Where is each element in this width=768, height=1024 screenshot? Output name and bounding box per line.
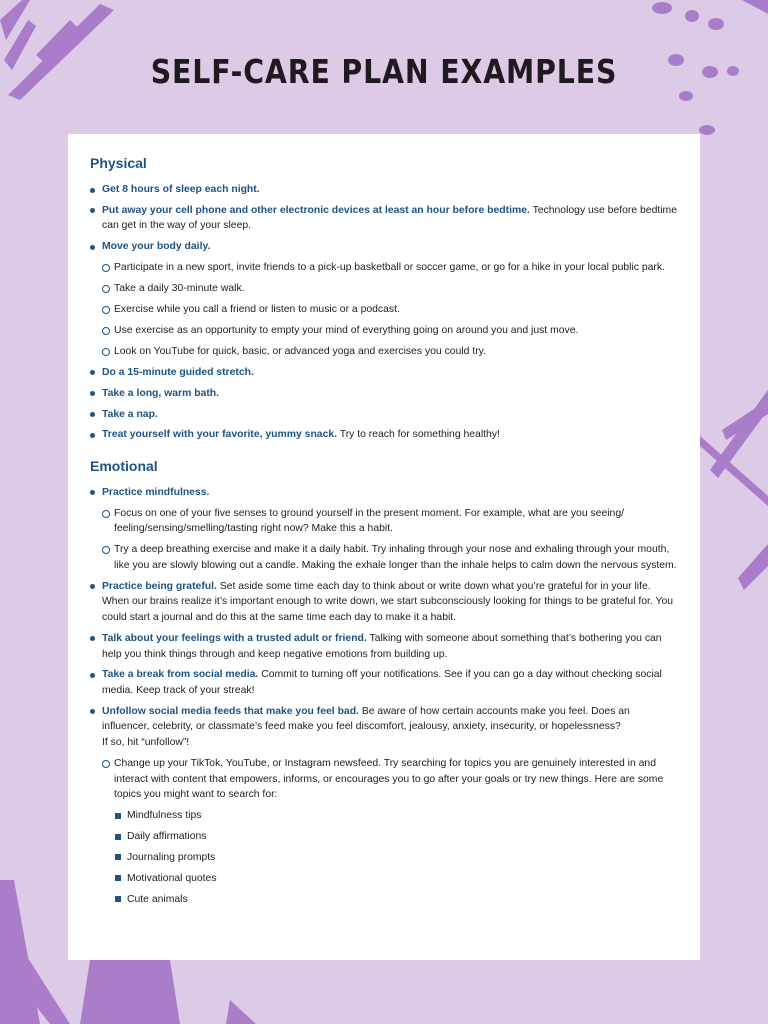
topic-item: Journaling prompts [114, 850, 680, 866]
sub-list-item: Change up your TikTok, YouTube, or Instagram newsfeed. Try searching for topics you are genuinely interested in and interact with content that empowers, informs, or encourages you to go after your goals or try new things. Here are some topics you might want to search for: Mindfulness tips Daily affirmations Journaling prompts Motivational quotes Cute animals [102, 756, 680, 907]
topic-item: Motivational quotes [114, 871, 680, 887]
section-heading-emotional: Emotional [90, 457, 158, 474]
sub-list-item: Participate in a new sport, invite friends to a pick-up basketball or soccer game, or go for a hike in your local public park. [102, 260, 680, 276]
list-item: Take a nap. [90, 407, 680, 423]
sub-list-item: Use exercise as an opportunity to empty your mind of everything going on around you and just move. [102, 323, 680, 339]
page-title: SELF-CARE PLAN EXAMPLES [150, 52, 618, 91]
list-item: Treat yourself with your favorite, yummy snack. Try to reach for something healthy! [90, 427, 680, 443]
list-item: Do a 15-minute guided stretch. [90, 365, 680, 381]
list-item: Practice mindfulness. Focus on one of your five senses to ground yourself in the present moment. For example, what are you seeing/ feeling/sensing/smelling/tasting right now? Make this a habit. Try a deep breathing exercise and make it a daily habit. Try inhaling through your nose and exhaling through your mouth, like you are slowly blowing out a candle. Making the exhale longer than the inhale helps to calm down the nervous system. [90, 485, 680, 574]
list-item-continuation: If so, hit “unfollow”! [102, 737, 190, 749]
list-item: Get 8 hours of sleep each night. [90, 182, 680, 198]
sublist [102, 260, 680, 359]
list-item: Move your body daily. Participate in a new sport, invite friends to a pick-up basketball or soccer game, or go for a hike in your local public park. Take a daily 30-minute walk. Exercise while you call a friend or listen to music or a podcast. Use exercise as an opportunity to empty your mind of everything going on around you and just move. Look on YouTube for quick, basic, or advanced yoga and exercises you could try. [90, 239, 680, 359]
sub-list-item: Focus on one of your five senses to ground yourself in the present moment. For example, what are you seeing/ feeling/sensing/smelling/tasting right now? Make this a habit. [102, 506, 680, 537]
sublist [102, 756, 680, 907]
content-card [68, 134, 700, 960]
list-item: Put away your cell phone and other electronic devices at least an hour before bedtime. Technology use before bedtime can get in the way of your sleep. [90, 203, 680, 234]
sub-list-item: Look on YouTube for quick, basic, or advanced yoga and exercises you could try. [102, 344, 680, 360]
topic-list [114, 808, 680, 907]
section-heading-physical: Physical [90, 155, 147, 171]
emotional-list [90, 485, 680, 907]
sub-list-item: Try a deep breathing exercise and make it a daily habit. Try inhaling through your nose and exhaling through your mouth, like you are slowly blowing out a candle. Making the exhale longer than the inhale helps to calm down the nervous system. [102, 542, 680, 573]
list-item: Take a break from social media. Commit to turning off your notifications. See if you can go a day without checking social media. Keep track of your streak! [90, 667, 680, 698]
list-item: Take a long, warm bath. [90, 386, 680, 402]
sub-list-item: Take a daily 30-minute walk. [102, 281, 680, 297]
sublist [102, 506, 680, 574]
topic-item: Cute animals [114, 892, 680, 908]
topic-item: Daily affirmations [114, 829, 680, 845]
list-item: Talk about your feelings with a trusted adult or friend. Talking with someone about something that’s bothering you can help you think things through and keep negative emotions from building up. [90, 631, 680, 662]
topic-item: Mindfulness tips [114, 808, 680, 824]
list-item: Unfollow social media feeds that make you feel bad. Be aware of how certain accounts make you feel. Does an influencer, celebrity, or classmate’s feed make you feel discomfort, jealousy, anxiety, insecurity, or hopelessness? If so, hit “unfollow”! Change up your TikTok, YouTube, or Instagram newsfeed. Try searching for topics you are genuinely interested in and interact with content that empowers, informs, or encourages you to go after your goals or try new things. Here are some topics you might want to search for: Mindfulness tips Daily affirmations Journaling prompts Motivational quotes Cute animals [90, 704, 680, 907]
physical-list [90, 182, 680, 443]
sub-list-item: Exercise while you call a friend or listen to music or a podcast. [102, 302, 680, 318]
list-item: Practice being grateful. Set aside some time each day to think about or write down what you’re grateful for in your life. When our brains realize it’s important enough to write down, we start subconsciously looking for things to be grateful for. You could start a journal and do this at the same time each day to make it a habit. [90, 579, 680, 626]
